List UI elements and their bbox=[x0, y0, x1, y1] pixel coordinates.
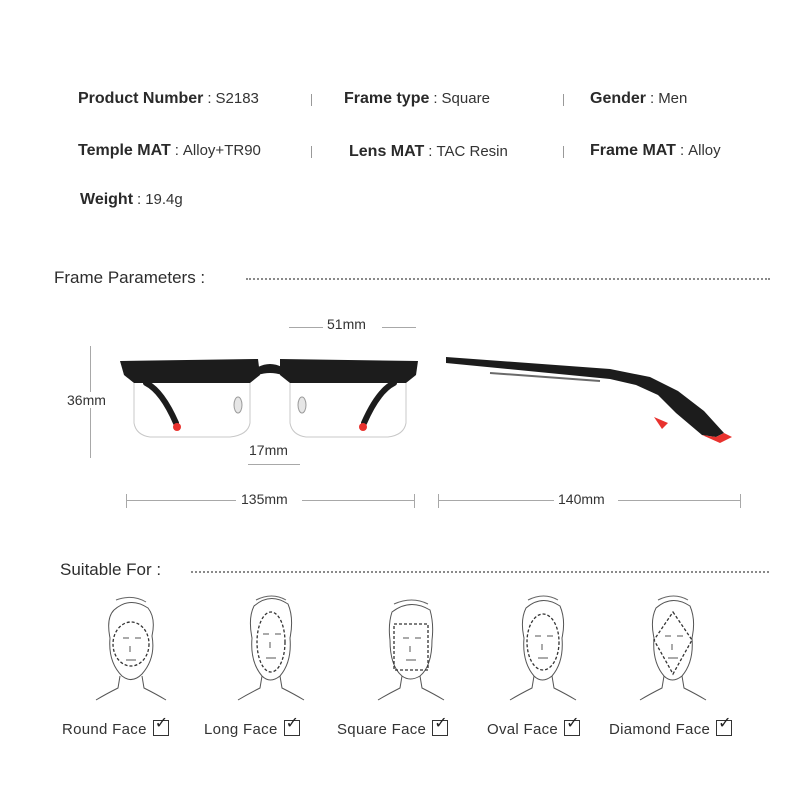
spec-key: Frame type bbox=[344, 90, 430, 107]
spec-value: Alloy bbox=[688, 142, 721, 159]
lens-height-label: 36mm bbox=[67, 392, 106, 408]
checkbox-icon bbox=[432, 715, 448, 736]
frame-width-label: 135mm bbox=[241, 491, 288, 507]
temple-side-view bbox=[440, 355, 750, 455]
dotted-divider bbox=[191, 571, 769, 573]
spec-value: Men bbox=[658, 90, 688, 107]
spec-product-number bbox=[78, 90, 259, 108]
spec-sep: : bbox=[428, 143, 433, 160]
check-mark: ✓ bbox=[434, 715, 448, 732]
spec-frame-mat bbox=[590, 142, 721, 160]
face-label-text: Diamond Face bbox=[609, 721, 711, 738]
spec-value: S2183 bbox=[215, 90, 259, 107]
frame-width-tick-right bbox=[414, 494, 415, 508]
face-label-oval bbox=[487, 715, 580, 738]
lens-width-line-left bbox=[289, 327, 323, 328]
bridge-line bbox=[248, 464, 300, 465]
bridge-label: 17mm bbox=[249, 442, 288, 458]
face-label-text: Round Face bbox=[62, 721, 147, 738]
checkbox-icon bbox=[716, 715, 732, 736]
spec-sep: : bbox=[433, 90, 438, 107]
temple-length-label: 140mm bbox=[558, 491, 605, 507]
spec-key: Frame MAT bbox=[590, 142, 676, 159]
face-label-text: Square Face bbox=[337, 721, 427, 738]
face-label-round bbox=[62, 715, 169, 738]
spec-key: Temple MAT bbox=[78, 142, 171, 159]
spec-value: Alloy+TR90 bbox=[182, 142, 261, 159]
divider bbox=[563, 146, 564, 158]
lens-width-label: 51mm bbox=[327, 316, 366, 332]
round-face-icon bbox=[92, 596, 170, 706]
spec-weight bbox=[80, 191, 183, 209]
divider bbox=[311, 146, 312, 158]
suitable-for-title: Suitable For : bbox=[60, 560, 162, 579]
temple-length-tick-right bbox=[740, 494, 741, 508]
temple-length-line-left bbox=[438, 500, 554, 501]
spec-gender bbox=[590, 90, 687, 108]
spec-frame-type bbox=[344, 90, 490, 108]
check-mark: ✓ bbox=[718, 715, 732, 732]
check-mark: ✓ bbox=[285, 715, 300, 732]
spec-sep: : bbox=[679, 142, 685, 159]
spec-key: Lens MAT bbox=[349, 143, 425, 160]
spec-key: Gender bbox=[590, 90, 647, 107]
spec-key: Weight bbox=[80, 191, 134, 208]
oval-face-icon bbox=[504, 594, 582, 706]
spec-value: TAC Resin bbox=[436, 143, 508, 160]
spec-lens-mat bbox=[349, 143, 508, 161]
glasses-front-view bbox=[110, 345, 430, 445]
spec-key: Product Number bbox=[78, 90, 204, 107]
face-label-long bbox=[204, 715, 300, 738]
lens-width-line-right bbox=[382, 327, 416, 328]
temple-length-tick-left bbox=[438, 494, 439, 508]
long-face-icon bbox=[232, 592, 310, 706]
frame-width-line-left bbox=[126, 500, 236, 501]
divider bbox=[563, 94, 564, 106]
spec-sep: : bbox=[137, 191, 142, 208]
checkbox-icon bbox=[564, 715, 580, 736]
spec-sep: : bbox=[174, 142, 179, 159]
frame-width-tick-left bbox=[126, 494, 127, 508]
spec-temple-mat bbox=[78, 142, 261, 160]
face-label-text: Oval Face bbox=[487, 721, 559, 738]
square-face-icon bbox=[372, 596, 450, 706]
spec-value: 19.4g bbox=[145, 191, 183, 208]
spec-value: Square bbox=[441, 90, 490, 107]
face-label-square bbox=[337, 715, 448, 738]
check-mark: ✓ bbox=[154, 715, 169, 732]
checkbox-icon bbox=[284, 715, 300, 736]
check-mark: ✓ bbox=[566, 715, 580, 732]
dotted-divider bbox=[246, 278, 770, 280]
face-label-diamond bbox=[609, 715, 732, 738]
temple-length-line-right bbox=[618, 500, 740, 501]
frame-width-line-right bbox=[302, 500, 414, 501]
diamond-face-icon bbox=[634, 594, 712, 706]
checkbox-icon bbox=[153, 715, 169, 736]
divider bbox=[311, 94, 312, 106]
spec-sep: : bbox=[207, 90, 212, 107]
frame-parameters-title: Frame Parameters : bbox=[54, 268, 206, 287]
spec-sep: : bbox=[650, 90, 655, 107]
face-label-text: Long Face bbox=[204, 721, 278, 738]
